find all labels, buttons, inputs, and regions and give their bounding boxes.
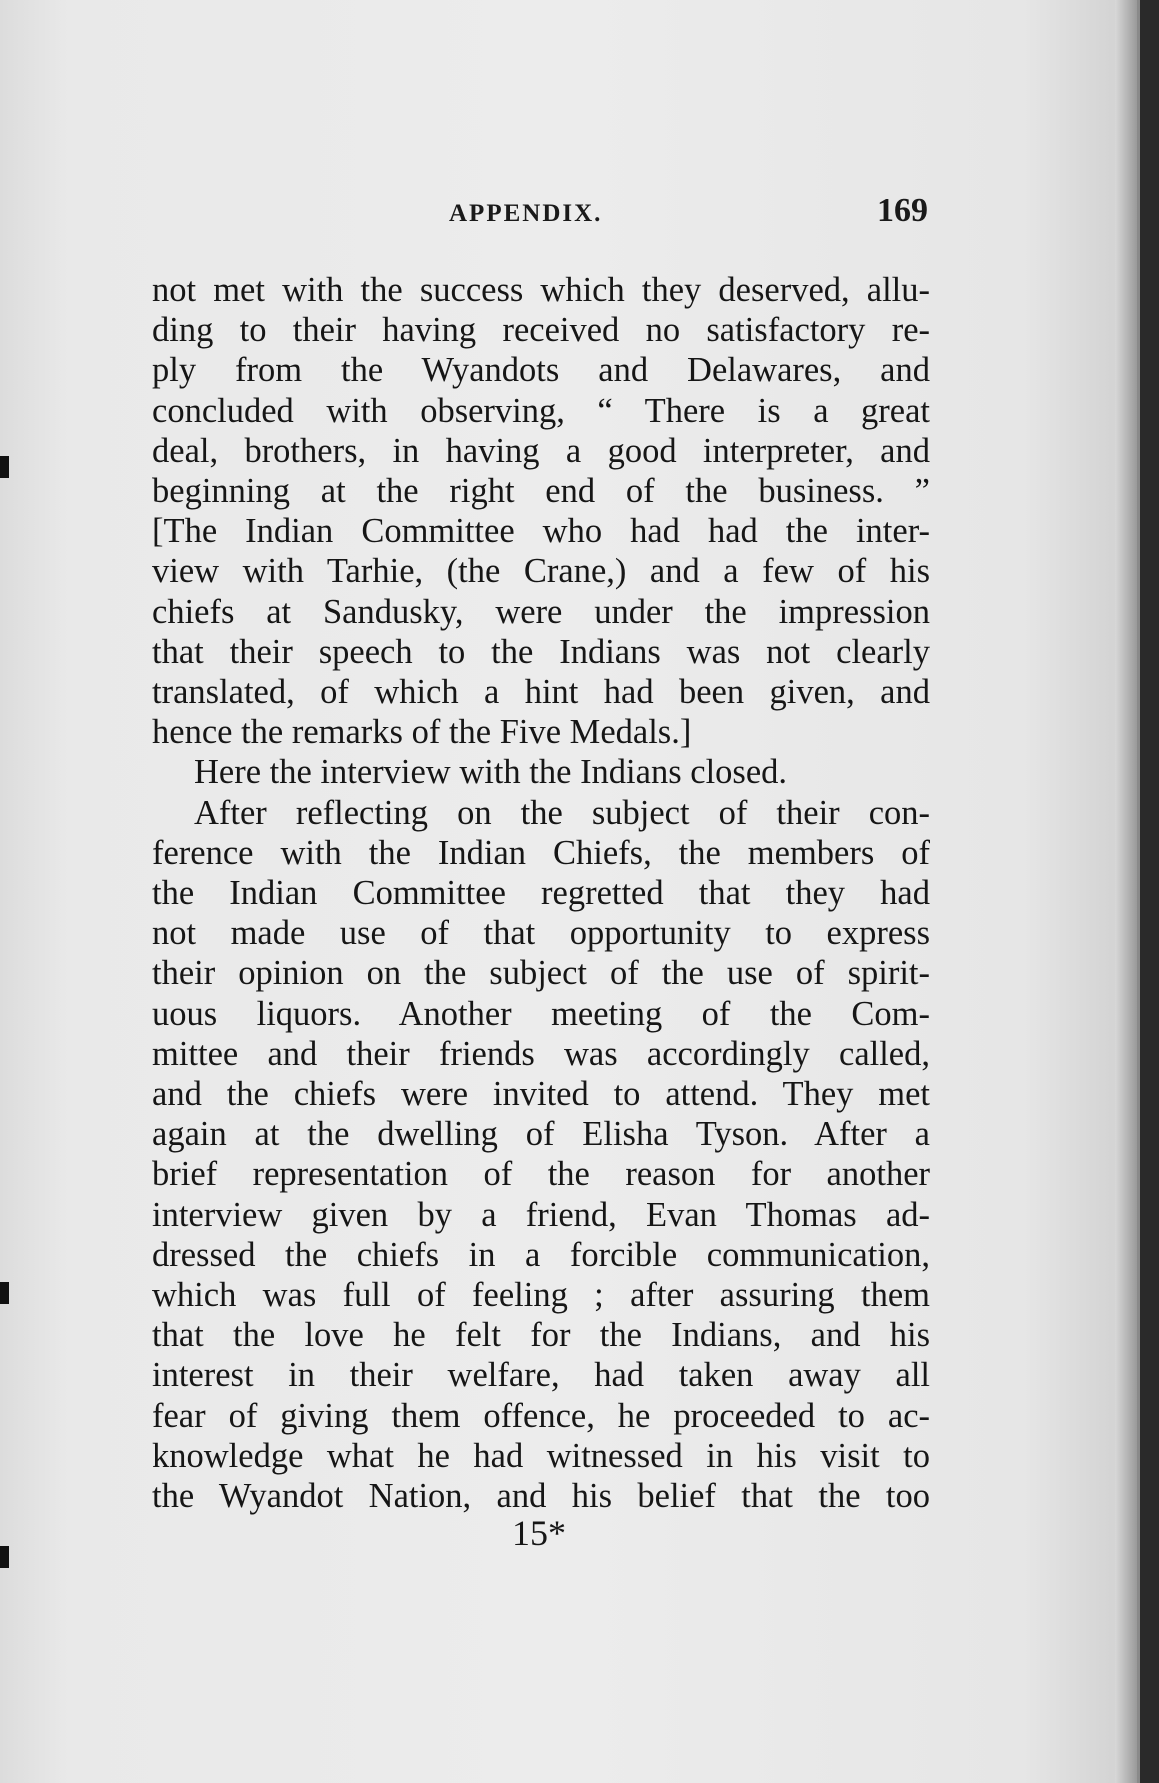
text-line: [The Indian Committee who had had the inter- [152,512,930,551]
text-line: dressed the chiefs in a forcible communication, [152,1235,930,1274]
text-line: interest in their welfare, had taken away all [152,1356,930,1395]
text-line: view with Tarhie, (the Crane,) and a few of his [152,552,930,591]
text-line: the Wyandot Nation, and his belief that the too [152,1477,930,1516]
text-line: that the love he felt for the Indians, and his [152,1316,930,1355]
text-line: the Indian Committee regretted that they had [152,874,930,913]
body-text [152,270,930,1516]
text-line: ding to their having received no satisfactory re- [152,311,930,350]
text-line: ference with the Indian Chiefs, the members of [152,833,930,872]
text-line: chiefs at Sandusky, were under the impression [152,592,930,631]
text-line: mittee and their friends was accordingly called, [152,1034,930,1073]
text-line: deal, brothers, in having a good interpreter, and [152,431,930,470]
text-line: not made use of that opportunity to express [152,914,930,953]
text-line: beginning at the right end of the business. ” [152,472,930,511]
binding-mark [0,456,9,478]
running-head: APPENDIX. [449,200,603,227]
signature-mark: 15* [512,1513,566,1553]
text-line: that their speech to the Indians was not clearly [152,632,930,671]
text-line: concluded with observing, “ There is a great [152,391,930,430]
text-line: hence the remarks of the Five Medals.] [152,713,692,752]
text-line: knowledge what he had witnessed in his visit to [152,1436,930,1475]
page-header [152,192,930,236]
paragraph-line: Here the interview with the Indians closed. [194,753,788,792]
text-line: not met with the success which they deserved, allu- [152,271,930,309]
text-line: translated, of which a hint had been given, and [152,673,930,712]
text-line: ply from the Wyandots and Delawares, and [152,351,930,390]
text-line: their opinion on the subject of the use of spirit- [152,954,930,993]
text-line: fear of giving them offence, he proceeded to ac- [152,1396,930,1435]
paragraph-line: After reflecting on the subject of their con- [194,793,930,832]
binding-mark [0,1282,9,1304]
text-line: uous liquors. Another meeting of the Com- [152,994,930,1033]
text-line: interview given by a friend, Evan Thomas ad- [152,1195,930,1234]
text-line: again at the dwelling of Elisha Tyson. After a [152,1115,930,1154]
binding-mark [0,1546,9,1568]
page-number: 169 [877,192,928,229]
text-line: and the chiefs were invited to attend. They met [152,1075,930,1114]
text-line: which was full of feeling ; after assuring them [152,1276,930,1315]
text-line: brief representation of the reason for another [152,1155,930,1194]
page-edge [1115,0,1137,1783]
